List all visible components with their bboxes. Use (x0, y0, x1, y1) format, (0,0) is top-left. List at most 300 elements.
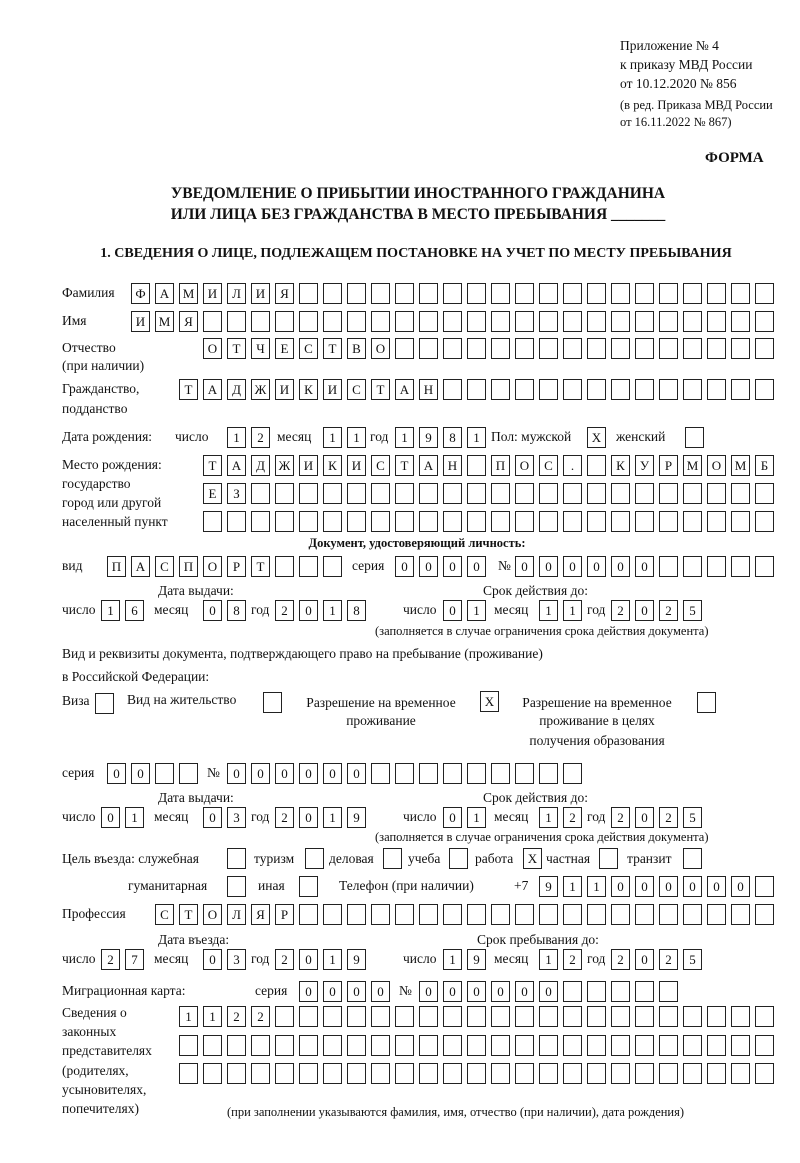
char-box[interactable] (635, 1063, 654, 1084)
char-box[interactable] (491, 338, 510, 359)
char-box[interactable] (563, 1035, 582, 1056)
char-box[interactable] (731, 379, 750, 400)
checkbox[interactable] (683, 848, 702, 869)
char-box[interactable]: Т (227, 338, 246, 359)
char-box[interactable] (515, 763, 534, 784)
char-box[interactable] (299, 283, 318, 304)
char-box[interactable] (467, 1006, 486, 1027)
char-box[interactable] (419, 483, 438, 504)
char-box[interactable] (395, 1063, 414, 1084)
char-box[interactable]: Т (179, 904, 198, 925)
char-box[interactable]: 9 (347, 949, 366, 970)
char-box[interactable] (683, 1063, 702, 1084)
char-box[interactable]: 0 (731, 876, 750, 897)
char-box[interactable] (299, 556, 318, 577)
char-box[interactable]: Ж (251, 379, 270, 400)
checkbox[interactable] (685, 427, 704, 448)
char-box[interactable] (227, 1035, 246, 1056)
char-box[interactable] (203, 1063, 222, 1084)
char-box[interactable] (203, 311, 222, 332)
char-box[interactable] (467, 338, 486, 359)
char-box[interactable] (635, 1035, 654, 1056)
char-box[interactable] (275, 556, 294, 577)
char-box[interactable] (563, 1006, 582, 1027)
char-box[interactable] (371, 904, 390, 925)
char-box[interactable] (587, 283, 606, 304)
char-box[interactable]: К (299, 379, 318, 400)
char-box[interactable]: 0 (683, 876, 702, 897)
char-box[interactable] (683, 1035, 702, 1056)
char-box[interactable]: С (155, 904, 174, 925)
char-box[interactable]: 9 (467, 949, 486, 970)
char-box[interactable] (539, 1006, 558, 1027)
char-box[interactable]: . (563, 455, 582, 476)
char-box[interactable] (395, 483, 414, 504)
char-box[interactable] (707, 1035, 726, 1056)
char-box[interactable] (755, 338, 774, 359)
char-box[interactable]: 1 (227, 427, 246, 448)
char-box[interactable] (659, 981, 678, 1002)
char-box[interactable]: 1 (563, 600, 582, 621)
char-box[interactable]: 5 (683, 807, 702, 828)
char-box[interactable] (587, 338, 606, 359)
char-box[interactable] (611, 904, 630, 925)
char-box[interactable] (683, 483, 702, 504)
char-box[interactable] (371, 283, 390, 304)
char-box[interactable]: Ч (251, 338, 270, 359)
char-box[interactable] (611, 379, 630, 400)
char-box[interactable]: А (131, 556, 150, 577)
char-box[interactable]: 0 (443, 556, 462, 577)
char-box[interactable] (443, 763, 462, 784)
char-box[interactable] (515, 283, 534, 304)
char-box[interactable] (587, 1006, 606, 1027)
char-box[interactable]: В (347, 338, 366, 359)
char-box[interactable]: Т (371, 379, 390, 400)
char-box[interactable] (683, 556, 702, 577)
char-box[interactable]: 0 (443, 807, 462, 828)
char-box[interactable]: 0 (635, 556, 654, 577)
char-box[interactable] (395, 283, 414, 304)
char-box[interactable]: 2 (659, 600, 678, 621)
checkbox[interactable] (599, 848, 618, 869)
char-box[interactable] (707, 511, 726, 532)
char-box[interactable] (683, 311, 702, 332)
char-box[interactable] (683, 511, 702, 532)
char-box[interactable]: 1 (587, 876, 606, 897)
char-box[interactable] (347, 1063, 366, 1084)
char-box[interactable] (635, 483, 654, 504)
char-box[interactable] (707, 556, 726, 577)
char-box[interactable] (419, 311, 438, 332)
char-box[interactable]: Т (203, 455, 222, 476)
char-box[interactable]: И (347, 455, 366, 476)
char-box[interactable] (491, 904, 510, 925)
char-box[interactable] (347, 1006, 366, 1027)
char-box[interactable] (563, 1063, 582, 1084)
char-box[interactable]: О (515, 455, 534, 476)
char-box[interactable] (659, 904, 678, 925)
char-box[interactable] (539, 1063, 558, 1084)
char-box[interactable] (659, 556, 678, 577)
char-box[interactable] (395, 763, 414, 784)
char-box[interactable] (323, 1035, 342, 1056)
char-box[interactable] (539, 338, 558, 359)
char-box[interactable] (323, 904, 342, 925)
char-box[interactable] (347, 483, 366, 504)
char-box[interactable]: 0 (587, 556, 606, 577)
char-box[interactable]: Б (755, 455, 774, 476)
char-box[interactable] (347, 904, 366, 925)
char-box[interactable]: 2 (563, 949, 582, 970)
char-box[interactable] (275, 1035, 294, 1056)
char-box[interactable] (755, 904, 774, 925)
char-box[interactable]: Я (275, 283, 294, 304)
char-box[interactable]: П (107, 556, 126, 577)
char-box[interactable] (683, 379, 702, 400)
char-box[interactable] (371, 1063, 390, 1084)
char-box[interactable]: 0 (419, 556, 438, 577)
char-box[interactable]: 0 (419, 981, 438, 1002)
char-box[interactable] (707, 904, 726, 925)
char-box[interactable] (203, 511, 222, 532)
char-box[interactable] (563, 981, 582, 1002)
char-box[interactable]: 0 (467, 981, 486, 1002)
char-box[interactable]: Я (179, 311, 198, 332)
char-box[interactable] (707, 1006, 726, 1027)
char-box[interactable]: М (179, 283, 198, 304)
char-box[interactable]: 0 (635, 876, 654, 897)
char-box[interactable] (251, 1035, 270, 1056)
char-box[interactable] (755, 511, 774, 532)
char-box[interactable] (755, 1035, 774, 1056)
char-box[interactable]: Л (227, 904, 246, 925)
char-box[interactable] (539, 483, 558, 504)
char-box[interactable] (539, 283, 558, 304)
char-box[interactable] (491, 311, 510, 332)
char-box[interactable] (683, 283, 702, 304)
char-box[interactable] (347, 311, 366, 332)
char-box[interactable]: 8 (347, 600, 366, 621)
char-box[interactable]: 6 (125, 600, 144, 621)
char-box[interactable] (539, 511, 558, 532)
char-box[interactable]: 0 (203, 600, 222, 621)
char-box[interactable] (347, 283, 366, 304)
char-box[interactable] (707, 379, 726, 400)
char-box[interactable] (515, 311, 534, 332)
char-box[interactable] (395, 1035, 414, 1056)
char-box[interactable] (347, 1035, 366, 1056)
char-box[interactable] (587, 511, 606, 532)
char-box[interactable] (611, 283, 630, 304)
char-box[interactable] (443, 283, 462, 304)
char-box[interactable] (347, 511, 366, 532)
char-box[interactable] (443, 1063, 462, 1084)
char-box[interactable]: 2 (611, 807, 630, 828)
char-box[interactable] (731, 283, 750, 304)
char-box[interactable]: О (707, 455, 726, 476)
char-box[interactable] (251, 511, 270, 532)
checkbox[interactable] (227, 876, 246, 897)
char-box[interactable]: 0 (323, 981, 342, 1002)
char-box[interactable] (731, 338, 750, 359)
char-box[interactable]: 0 (635, 600, 654, 621)
char-box[interactable] (635, 311, 654, 332)
char-box[interactable] (587, 981, 606, 1002)
char-box[interactable] (395, 338, 414, 359)
char-box[interactable]: Ф (131, 283, 150, 304)
char-box[interactable] (731, 1006, 750, 1027)
char-box[interactable] (467, 379, 486, 400)
char-box[interactable] (467, 455, 486, 476)
char-box[interactable]: 0 (299, 807, 318, 828)
char-box[interactable]: О (371, 338, 390, 359)
char-box[interactable] (635, 904, 654, 925)
checkbox[interactable] (305, 848, 324, 869)
char-box[interactable] (227, 511, 246, 532)
char-box[interactable]: 9 (539, 876, 558, 897)
char-box[interactable] (659, 1063, 678, 1084)
char-box[interactable]: О (203, 904, 222, 925)
char-box[interactable]: 1 (467, 427, 486, 448)
char-box[interactable]: 0 (371, 981, 390, 1002)
char-box[interactable]: 8 (443, 427, 462, 448)
char-box[interactable]: 1 (539, 949, 558, 970)
char-box[interactable] (731, 483, 750, 504)
char-box[interactable] (659, 1035, 678, 1056)
char-box[interactable] (323, 483, 342, 504)
char-box[interactable]: А (203, 379, 222, 400)
char-box[interactable] (395, 1006, 414, 1027)
char-box[interactable] (683, 1006, 702, 1027)
char-box[interactable]: 0 (323, 763, 342, 784)
char-box[interactable]: 1 (539, 807, 558, 828)
char-box[interactable]: С (347, 379, 366, 400)
char-box[interactable] (731, 311, 750, 332)
char-box[interactable] (563, 763, 582, 784)
char-box[interactable]: 0 (443, 981, 462, 1002)
char-box[interactable]: 0 (101, 807, 120, 828)
char-box[interactable]: Е (275, 338, 294, 359)
char-box[interactable] (539, 904, 558, 925)
char-box[interactable] (419, 904, 438, 925)
char-box[interactable] (539, 311, 558, 332)
char-box[interactable] (395, 904, 414, 925)
char-box[interactable] (179, 1063, 198, 1084)
char-box[interactable] (611, 338, 630, 359)
char-box[interactable]: А (155, 283, 174, 304)
char-box[interactable] (491, 1035, 510, 1056)
char-box[interactable]: 0 (467, 556, 486, 577)
char-box[interactable] (467, 763, 486, 784)
char-box[interactable] (731, 511, 750, 532)
char-box[interactable] (635, 1006, 654, 1027)
char-box[interactable] (203, 1035, 222, 1056)
char-box[interactable] (419, 1063, 438, 1084)
char-box[interactable] (731, 904, 750, 925)
char-box[interactable] (467, 311, 486, 332)
char-box[interactable] (587, 379, 606, 400)
char-box[interactable]: Я (251, 904, 270, 925)
char-box[interactable]: Р (659, 455, 678, 476)
char-box[interactable] (467, 904, 486, 925)
char-box[interactable] (635, 379, 654, 400)
char-box[interactable]: 1 (101, 600, 120, 621)
char-box[interactable] (731, 1063, 750, 1084)
char-box[interactable]: 2 (251, 427, 270, 448)
char-box[interactable]: Ж (275, 455, 294, 476)
char-box[interactable]: М (683, 455, 702, 476)
char-box[interactable] (323, 556, 342, 577)
char-box[interactable]: 1 (323, 807, 342, 828)
char-box[interactable] (563, 511, 582, 532)
char-box[interactable]: 2 (611, 949, 630, 970)
char-box[interactable]: П (491, 455, 510, 476)
char-box[interactable] (323, 511, 342, 532)
char-box[interactable] (323, 1063, 342, 1084)
char-box[interactable] (539, 379, 558, 400)
char-box[interactable]: 1 (539, 600, 558, 621)
char-box[interactable]: 0 (611, 556, 630, 577)
checkbox[interactable] (449, 848, 468, 869)
char-box[interactable] (419, 1006, 438, 1027)
char-box[interactable] (275, 311, 294, 332)
char-box[interactable] (299, 511, 318, 532)
char-box[interactable] (563, 283, 582, 304)
char-box[interactable] (587, 1063, 606, 1084)
checkbox[interactable]: X (587, 427, 606, 448)
char-box[interactable]: 1 (125, 807, 144, 828)
char-box[interactable]: 0 (299, 981, 318, 1002)
char-box[interactable] (731, 1035, 750, 1056)
checkbox[interactable]: X (523, 848, 542, 869)
char-box[interactable]: 5 (683, 600, 702, 621)
char-box[interactable]: 2 (659, 949, 678, 970)
char-box[interactable]: 1 (323, 949, 342, 970)
char-box[interactable]: 1 (443, 949, 462, 970)
char-box[interactable]: М (731, 455, 750, 476)
char-box[interactable] (443, 511, 462, 532)
char-box[interactable] (275, 511, 294, 532)
char-box[interactable] (371, 1035, 390, 1056)
char-box[interactable]: Е (203, 483, 222, 504)
char-box[interactable] (755, 556, 774, 577)
char-box[interactable] (155, 763, 174, 784)
char-box[interactable] (371, 763, 390, 784)
char-box[interactable] (611, 1006, 630, 1027)
char-box[interactable]: А (395, 379, 414, 400)
char-box[interactable] (371, 311, 390, 332)
char-box[interactable] (419, 338, 438, 359)
char-box[interactable] (515, 1035, 534, 1056)
char-box[interactable]: 9 (347, 807, 366, 828)
char-box[interactable] (515, 511, 534, 532)
char-box[interactable]: 0 (203, 949, 222, 970)
char-box[interactable] (755, 1063, 774, 1084)
char-box[interactable] (635, 511, 654, 532)
char-box[interactable] (659, 1006, 678, 1027)
char-box[interactable]: 0 (203, 807, 222, 828)
char-box[interactable]: 0 (515, 981, 534, 1002)
char-box[interactable]: 1 (563, 876, 582, 897)
char-box[interactable]: Н (419, 379, 438, 400)
char-box[interactable] (659, 338, 678, 359)
char-box[interactable]: Р (227, 556, 246, 577)
char-box[interactable]: 1 (179, 1006, 198, 1027)
char-box[interactable] (755, 311, 774, 332)
char-box[interactable] (443, 311, 462, 332)
char-box[interactable] (611, 311, 630, 332)
char-box[interactable] (467, 283, 486, 304)
char-box[interactable] (443, 1035, 462, 1056)
char-box[interactable]: 0 (131, 763, 150, 784)
char-box[interactable]: 0 (275, 763, 294, 784)
char-box[interactable] (515, 1006, 534, 1027)
checkbox[interactable] (95, 693, 114, 714)
char-box[interactable]: 0 (107, 763, 126, 784)
char-box[interactable] (563, 311, 582, 332)
char-box[interactable] (659, 311, 678, 332)
char-box[interactable] (467, 483, 486, 504)
char-box[interactable]: Л (227, 283, 246, 304)
char-box[interactable] (635, 283, 654, 304)
char-box[interactable]: 0 (515, 556, 534, 577)
char-box[interactable]: И (251, 283, 270, 304)
char-box[interactable]: Н (443, 455, 462, 476)
char-box[interactable]: И (299, 455, 318, 476)
char-box[interactable] (395, 311, 414, 332)
char-box[interactable] (251, 1063, 270, 1084)
checkbox[interactable] (299, 876, 318, 897)
char-box[interactable] (755, 1006, 774, 1027)
char-box[interactable]: У (635, 455, 654, 476)
char-box[interactable]: К (611, 455, 630, 476)
char-box[interactable]: 0 (227, 763, 246, 784)
char-box[interactable] (299, 1006, 318, 1027)
char-box[interactable] (299, 1063, 318, 1084)
char-box[interactable] (323, 283, 342, 304)
char-box[interactable] (491, 1006, 510, 1027)
char-box[interactable]: 2 (563, 807, 582, 828)
char-box[interactable]: 1 (203, 1006, 222, 1027)
char-box[interactable] (635, 338, 654, 359)
char-box[interactable]: 2 (227, 1006, 246, 1027)
char-box[interactable]: С (155, 556, 174, 577)
char-box[interactable] (227, 311, 246, 332)
char-box[interactable]: Т (395, 455, 414, 476)
checkbox[interactable] (263, 692, 282, 713)
char-box[interactable]: 2 (659, 807, 678, 828)
char-box[interactable] (323, 1006, 342, 1027)
char-box[interactable] (587, 1035, 606, 1056)
char-box[interactable] (755, 483, 774, 504)
char-box[interactable] (491, 483, 510, 504)
char-box[interactable]: З (227, 483, 246, 504)
char-box[interactable]: 2 (251, 1006, 270, 1027)
char-box[interactable]: 0 (395, 556, 414, 577)
char-box[interactable] (299, 311, 318, 332)
char-box[interactable] (467, 1063, 486, 1084)
char-box[interactable] (515, 1063, 534, 1084)
checkbox[interactable]: X (480, 691, 499, 712)
char-box[interactable]: Т (323, 338, 342, 359)
char-box[interactable]: 8 (227, 600, 246, 621)
char-box[interactable]: 2 (611, 600, 630, 621)
char-box[interactable] (635, 981, 654, 1002)
checkbox[interactable] (227, 848, 246, 869)
char-box[interactable] (491, 1063, 510, 1084)
char-box[interactable]: 3 (227, 949, 246, 970)
